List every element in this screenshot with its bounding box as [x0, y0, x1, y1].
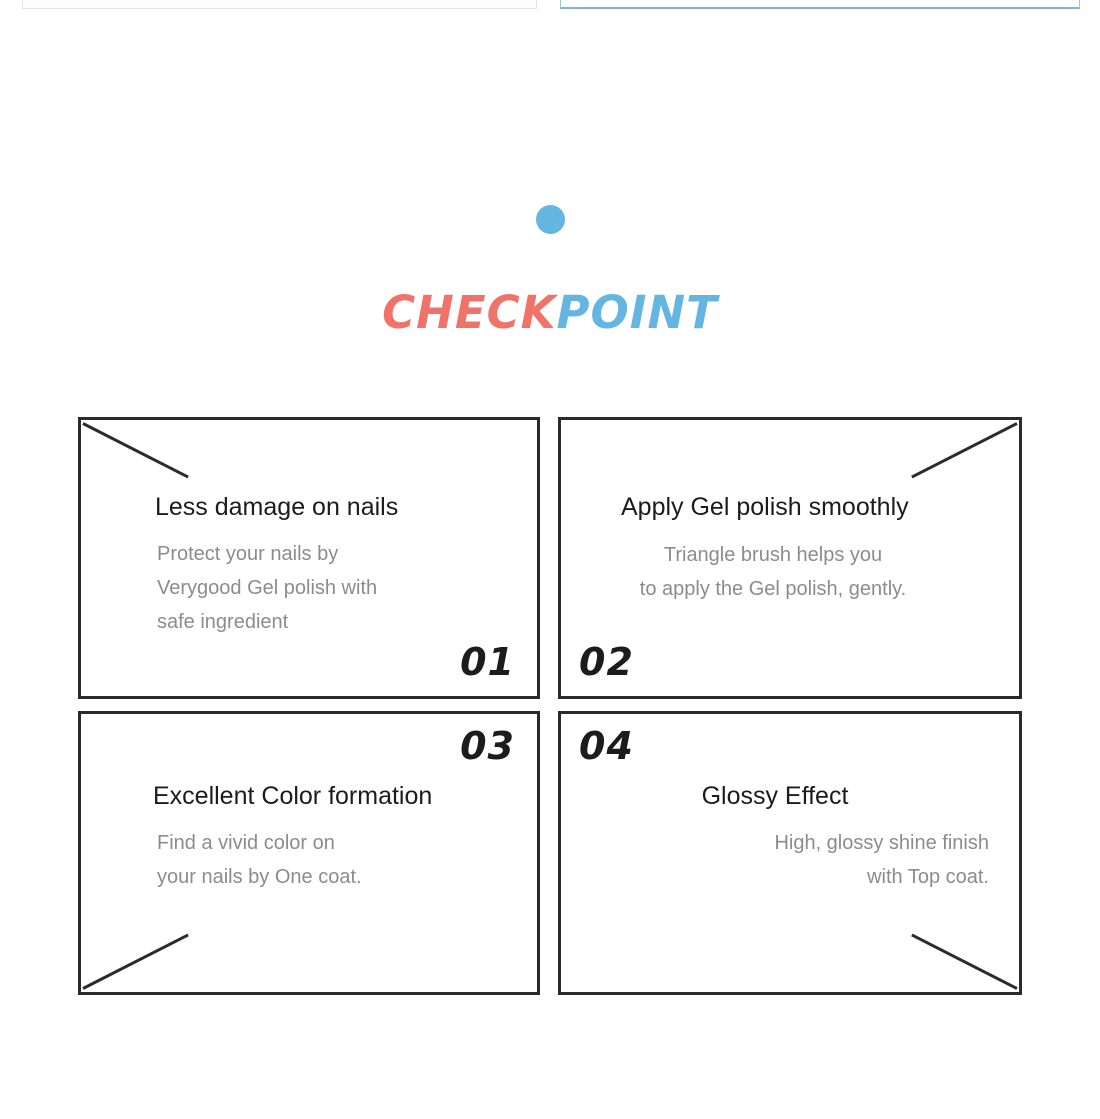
top-strip [0, 0, 1100, 12]
top-panel-left [22, 0, 537, 9]
checkpoint-card-02 [558, 417, 1022, 699]
card-heading: Apply Gel polish smoothly [621, 493, 909, 521]
card-body-line: Protect your nails by [157, 543, 339, 565]
card-heading: Glossy Effect [701, 782, 849, 810]
card-body [591, 826, 989, 894]
top-panel-right [560, 0, 1080, 9]
checkpoint-card-01 [78, 417, 540, 699]
card-body-line: Find a vivid color on [157, 832, 335, 854]
blue-dot-icon [536, 205, 565, 234]
card-number: 03 [460, 724, 515, 768]
page-title-check: CHECK [382, 286, 557, 339]
card-body-line: High, glossy shine finish [774, 832, 989, 854]
card-body-line: your nails by One coat. [157, 866, 362, 888]
diagonal-accent-icon [911, 934, 1018, 990]
card-number: 02 [579, 640, 634, 684]
diagonal-accent-icon [911, 422, 1018, 478]
card-body-line: Verygood Gel polish with [157, 577, 378, 599]
diagonal-accent-icon [82, 934, 189, 990]
card-body-line: with Top coat. [867, 866, 989, 888]
card-body-line: safe ingredient [157, 611, 289, 633]
card-body-line: to apply the Gel polish, gently. [639, 578, 907, 600]
card-body-line: Triangle brush helps you [663, 544, 883, 566]
page-title [0, 286, 1100, 339]
diagonal-accent-icon [82, 422, 189, 478]
checkpoint-grid [78, 417, 1022, 995]
page-title-point: POINT [556, 286, 718, 339]
card-body [157, 537, 377, 639]
card-body [157, 826, 362, 894]
card-number: 01 [460, 640, 515, 684]
checkpoint-card-04 [558, 711, 1022, 995]
card-body [561, 538, 985, 606]
card-heading: Excellent Color formation [153, 782, 433, 810]
card-heading: Less damage on nails [155, 493, 399, 521]
checkpoint-card-03 [78, 711, 540, 995]
card-number: 04 [579, 724, 634, 768]
